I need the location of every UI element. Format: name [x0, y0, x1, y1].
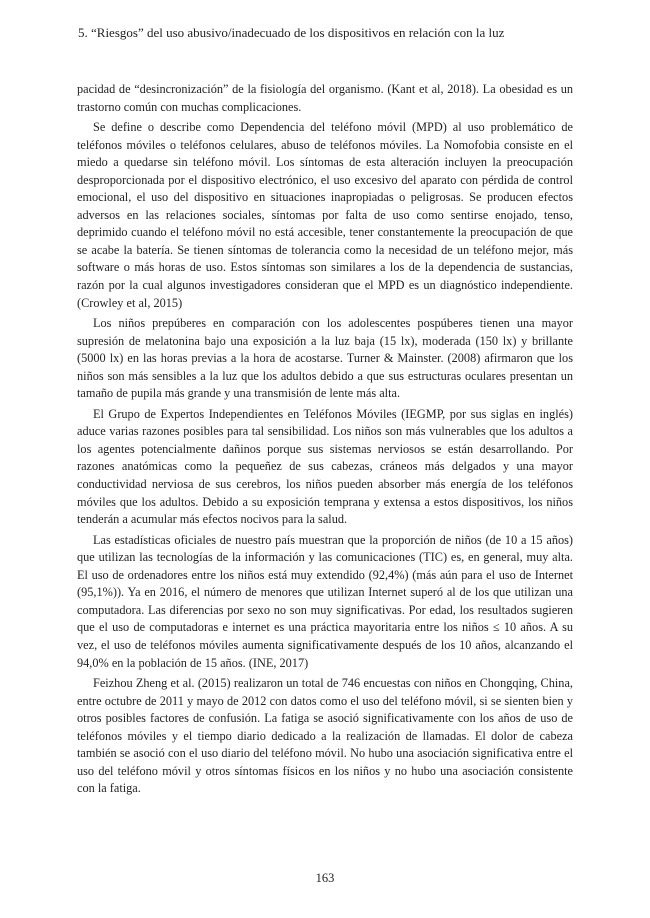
- page-number: 163: [315, 871, 335, 885]
- paragraph-mobile-dependence: Se define o describe como Dependencia del teléfono móvil (MPD) al uso problemático de teléfonos móviles o teléfonos celulares, abuso de teléfonos móviles. La Nomofobia consiste en el miedo a quedarse sin teléfono móvil. Los síntomas de esta alteración incluyen la preocupación desproporcionada por el dispositivo electrónico, el uso excesivo del aparato con pérdida de control emocional, el uso del dispositivo en situaciones inapropiadas o peligrosas. Se producen efectos adversos en las relaciones sociales, síntomas por falta de uso como sentirse enojado, tenso, deprimido cuando el teléfono móvil no está accesible, tener constantemente la preocupación de que se acabe la batería. Se tienen síntomas de tolerancia como la necesidad de un teléfono mejor, más software o más horas de uso. Estos síntomas son similares a los de la dependencia de sustancias, razón por la cual algunos investigadores consideran que el MPD es un diagnóstico independiente. (Crowley et al, 2015): [77, 120, 573, 310]
- body-text: [77, 81, 573, 801]
- running-header: 5. “Riesgos” del uso abusivo/inadecuado de los dispositivos en relación con la luz: [78, 25, 505, 40]
- paragraph-obesity-continuation: pacidad de “desincronización” de la fisiología del organismo. (Kant et al, 2018). La obesidad es un trastorno común con muchas complicaciones.: [77, 82, 573, 114]
- paragraph-zheng-survey: Feizhou Zheng et al. (2015) realizaron un total de 746 encuestas con niños en Chongqing, China, entre octubre de 2011 y mayo de 2012 con datos como el uso del teléfono móvil, si se sienten bien y otros posibles factores de confusión. La fatiga se asoció significativamente con los años de uso de teléfonos móviles y el tiempo diario dedicado a la realización de llamadas. El dolor de cabeza también se asoció con el uso diario del teléfono móvil. No hubo una asociación significativa entre el uso del teléfono móvil y otros síntomas físicos en los niños y no hubo una asociación consistente con la fatiga.: [77, 676, 573, 796]
- paragraph-iegmp-sensitivity: El Grupo de Expertos Independientes en Teléfonos Móviles (IEGMP, por sus siglas en inglés) aduce varias razones posibles para tal sensibilidad. Los niños son más vulnerables que los adultos a los agentes potencialmente dañinos porque sus sistemas nerviosos se están desarrollando. Por razones anatómicas como la pequeñez de sus cabezas, cráneos más delgados y una mayor conductividad nerviosa de sus cerebros, los niños pueden absorber más energía de los teléfonos móviles que los adultos. Debido a su exposición temprana y extensa a estos dispositivos, los niños tenderán a acumular más efectos nocivos para la salud.: [77, 406, 573, 527]
- paragraph-official-statistics: Las estadísticas oficiales de nuestro país muestran que la proporción de niños (de 10 a 15 años) que utilizan las tecnologías de la información y las comunicaciones (TIC) es, en general, muy alta. El uso de ordenadores entre los niños está muy extendido (92,4%) (más aún para el uso de Internet (95,1%)). Ya en 2016, el número de menores que utilizan Internet superó al de los que utilizan una computadora. Las diferencias por sexo no son muy significativas. Por edad, los resultados sugieren que el uso de computadoras e internet es una práctica mayoritaria entre los niños ≤ 10 años. A su vez, el uso de teléfonos móviles aumenta significativamente después de los 10 años, alcanzando el 94,0% en la población de 15 años. (INE, 2017): [77, 532, 573, 670]
- paragraph-melatonin-suppression: Los niños prepúberes en comparación con los adolescentes pospúberes tienen una mayor supresión de melatonina bajo una exposición a la luz baja (15 lx), moderada (150 lx) y brillante (5000 lx) en las horas previas a la hora de acostarse. Turner & Mainster. (2008) afirmaron que los niños son más sensibles a la luz que los adultos debido a que sus estructuras oculares presentan un tamaño de pupila más grande y una transmisión de lente más alta.: [77, 316, 573, 401]
